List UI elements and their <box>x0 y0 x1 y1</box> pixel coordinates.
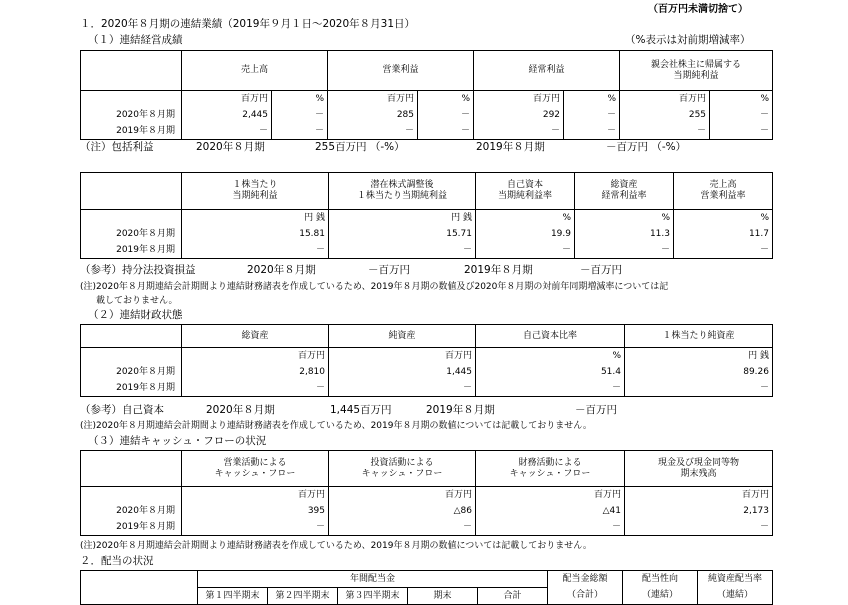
cell: － <box>674 243 773 259</box>
cell: 1,445 <box>329 365 476 381</box>
cell: 15.81 <box>182 227 329 243</box>
header-equity-ratio: 自己資本比率 <box>476 325 625 348</box>
header-q3: 第３四半期末 <box>338 588 408 605</box>
comp-lead: （注）包括利益 <box>80 141 154 153</box>
unit: % <box>476 348 625 365</box>
unit: 円 銭 <box>329 210 476 227</box>
header-total-dividend: 配当金総額 <box>548 571 623 588</box>
header-q2: 第２四半期末 <box>268 588 338 605</box>
ref-value1: 1,445百万円 <box>330 404 392 416</box>
cell: － <box>710 108 773 124</box>
table-row <box>81 227 773 243</box>
table-row <box>81 108 773 124</box>
cell: － <box>625 520 773 536</box>
cell: － <box>474 124 564 140</box>
cell: 15.71 <box>329 227 476 243</box>
per-share-ratio-table <box>80 172 773 259</box>
cell: － <box>182 124 272 140</box>
unit-money: 百万円 <box>474 91 564 108</box>
cell: － <box>476 243 575 259</box>
header-roa: 総資産 経常利益率 <box>575 173 674 210</box>
header-net-assets: 純資産 <box>329 325 476 348</box>
comp-period1: 2020年８月期 <box>196 141 265 153</box>
row-label: 2020年８月期 <box>81 227 182 243</box>
unit: 円 銭 <box>182 210 329 227</box>
unit-row-blank <box>81 487 182 504</box>
unit: 百万円 <box>182 348 329 365</box>
table-row <box>81 243 773 259</box>
header-total-sub: （合計） <box>548 588 623 605</box>
cell: 89.26 <box>625 365 773 381</box>
cell: 19.9 <box>476 227 575 243</box>
ref-period2: 2019年８月期 <box>464 264 533 276</box>
table-row <box>81 124 773 140</box>
s4-title: （３）連結キャッシュ・フローの状況 <box>88 435 267 447</box>
cell: － <box>418 108 474 124</box>
equity-line <box>0 404 848 418</box>
cell: － <box>418 124 474 140</box>
note-line: 載しておりません。 <box>96 296 178 306</box>
ref-period1: 2020年８月期 <box>247 264 316 276</box>
header-payout-ratio: 配当性向 <box>623 571 698 588</box>
comp-value1: 255百万円 （-%） <box>315 141 405 153</box>
row-label: 2020年８月期 <box>81 108 182 124</box>
s1-title: （１）連結経営成績 <box>88 34 183 46</box>
header-blank <box>81 588 198 605</box>
header-total-assets: 総資産 <box>182 325 329 348</box>
cell: 51.4 <box>476 365 625 381</box>
ref-lead: （参考）持分法投資損益 <box>80 264 196 276</box>
cell: － <box>620 124 710 140</box>
row-label: 2019年８月期 <box>81 520 182 536</box>
operating-results-table <box>80 50 773 140</box>
row-label: 2020年８月期 <box>81 504 182 520</box>
ref-lead: （参考）自己資本 <box>80 404 164 416</box>
cell: － <box>710 124 773 140</box>
unit: % <box>476 210 575 227</box>
header-net-sales: 売上高 <box>182 51 328 91</box>
cell: 292 <box>474 108 564 124</box>
header-dividend-on-equity: 純資産配当率 <box>698 571 773 588</box>
cell: － <box>182 381 329 397</box>
table-row <box>81 504 773 520</box>
header-blank <box>81 571 198 588</box>
unit: 円 銭 <box>625 348 773 365</box>
cell: － <box>182 520 329 536</box>
header-payout-sub: （連結） <box>623 588 698 605</box>
cell: 255 <box>620 108 710 124</box>
unit-note: （百万円未満切捨て） <box>648 4 748 15</box>
header-q1: 第１四半期末 <box>198 588 268 605</box>
unit: 百万円 <box>476 487 625 504</box>
header-op-margin: 売上高 営業利益率 <box>674 173 773 210</box>
unit: 百万円 <box>329 348 476 365</box>
financial-position-table <box>80 324 773 397</box>
equity-method-line <box>0 264 848 278</box>
cell: △41 <box>476 504 625 520</box>
unit-money: 百万円 <box>182 91 272 108</box>
cash-flow-table <box>80 450 773 536</box>
header-cash-balance: 現金及び現金同等物 期末残高 <box>625 451 773 487</box>
unit-pct: % <box>564 91 620 108</box>
cell: △86 <box>329 504 476 520</box>
unit: 百万円 <box>329 487 476 504</box>
cell: 11.7 <box>674 227 773 243</box>
header-diluted-eps: 潜在株式調整後 １株当たり当期純利益 <box>329 173 476 210</box>
header-roe: 自己資本 当期純利益率 <box>476 173 575 210</box>
header-ordinary-profit: 経常利益 <box>474 51 620 91</box>
cell: 2,445 <box>182 108 272 124</box>
header-eps: １株当たり 当期純利益 <box>182 173 329 210</box>
cell: － <box>329 243 476 259</box>
unit-row-blank <box>81 348 182 365</box>
header-bps: １株当たり純資産 <box>625 325 773 348</box>
header-financing-cf: 財務活動による キャッシュ・フロー <box>476 451 625 487</box>
cell: － <box>328 124 418 140</box>
cell: － <box>575 243 674 259</box>
ref-value2: －百万円 <box>580 264 622 276</box>
table-row <box>81 365 773 381</box>
unit-money: 百万円 <box>328 91 418 108</box>
unit: % <box>674 210 773 227</box>
comp-value2: －百万円 （-%） <box>606 141 687 153</box>
ref-period2: 2019年８月期 <box>426 404 495 416</box>
cell: 11.3 <box>575 227 674 243</box>
note-line: (注)2020年８月期連結会計期間より連結財務諸表を作成しているため、2019年８月期の数値及び2020年８月期の対前年同期増減率については記 <box>80 282 669 292</box>
unit-pct: % <box>272 91 328 108</box>
cell: 2,810 <box>182 365 329 381</box>
cell: 395 <box>182 504 329 520</box>
ref-value2: －百万円 <box>575 404 617 416</box>
section-heading: １．2020年８月期の連結業績（2019年９月１日～2020年８月31日） <box>80 18 416 30</box>
header-operating-cf: 営業活動による キャッシュ・フロー <box>182 451 329 487</box>
row-label: 2019年８月期 <box>81 381 182 397</box>
note-line: (注)2020年８月期連結会計期間より連結財務諸表を作成しているため、2019年８月期の数値については記載しておりません。 <box>80 421 592 431</box>
s3-title: （２）連結財政状態 <box>88 309 183 321</box>
header-blank <box>81 325 182 348</box>
header-investing-cf: 投資活動による キャッシュ・フロー <box>329 451 476 487</box>
cell: － <box>272 108 328 124</box>
comprehensive-income-line <box>0 141 848 155</box>
header-annual-dividend: 年間配当金 <box>198 571 548 588</box>
note-line: (注)2020年８月期連結会計期間より連結財務諸表を作成しているため、2019年８月期の数値については記載しておりません。 <box>80 541 592 551</box>
unit-row-blank <box>81 210 182 227</box>
header-blank <box>81 451 182 487</box>
unit-money: 百万円 <box>620 91 710 108</box>
header-blank <box>81 51 182 91</box>
cell: － <box>329 520 476 536</box>
cell: － <box>564 124 620 140</box>
cell: 2,173 <box>625 504 773 520</box>
table-row <box>81 381 773 397</box>
table-row <box>81 520 773 536</box>
pct-note: （%表示は対前期増減率） <box>625 34 751 46</box>
cell: － <box>476 381 625 397</box>
unit: % <box>575 210 674 227</box>
header-operating-profit: 営業利益 <box>328 51 474 91</box>
cell: － <box>476 520 625 536</box>
header-total: 合計 <box>478 588 548 605</box>
unit: 百万円 <box>182 487 329 504</box>
header-blank <box>81 173 182 210</box>
header-year-end: 期末 <box>408 588 478 605</box>
cell: － <box>182 243 329 259</box>
cell: 285 <box>328 108 418 124</box>
cell: － <box>564 108 620 124</box>
ref-period1: 2020年８月期 <box>206 404 275 416</box>
unit: 百万円 <box>625 487 773 504</box>
header-ratio-sub: （連結） <box>698 588 773 605</box>
unit-pct: % <box>418 91 474 108</box>
cell: － <box>272 124 328 140</box>
cell: － <box>625 381 773 397</box>
s5-title: ２．配当の状況 <box>80 555 154 567</box>
row-label: 2019年８月期 <box>81 124 182 140</box>
comp-period2: 2019年８月期 <box>476 141 545 153</box>
row-label: 2019年８月期 <box>81 243 182 259</box>
ref-value1: －百万円 <box>368 264 410 276</box>
row-label: 2020年８月期 <box>81 365 182 381</box>
unit-pct: % <box>710 91 773 108</box>
unit-row-blank <box>81 91 182 108</box>
header-net-income: 親会社株主に帰属する 当期純利益 <box>620 51 773 91</box>
cell: － <box>329 381 476 397</box>
